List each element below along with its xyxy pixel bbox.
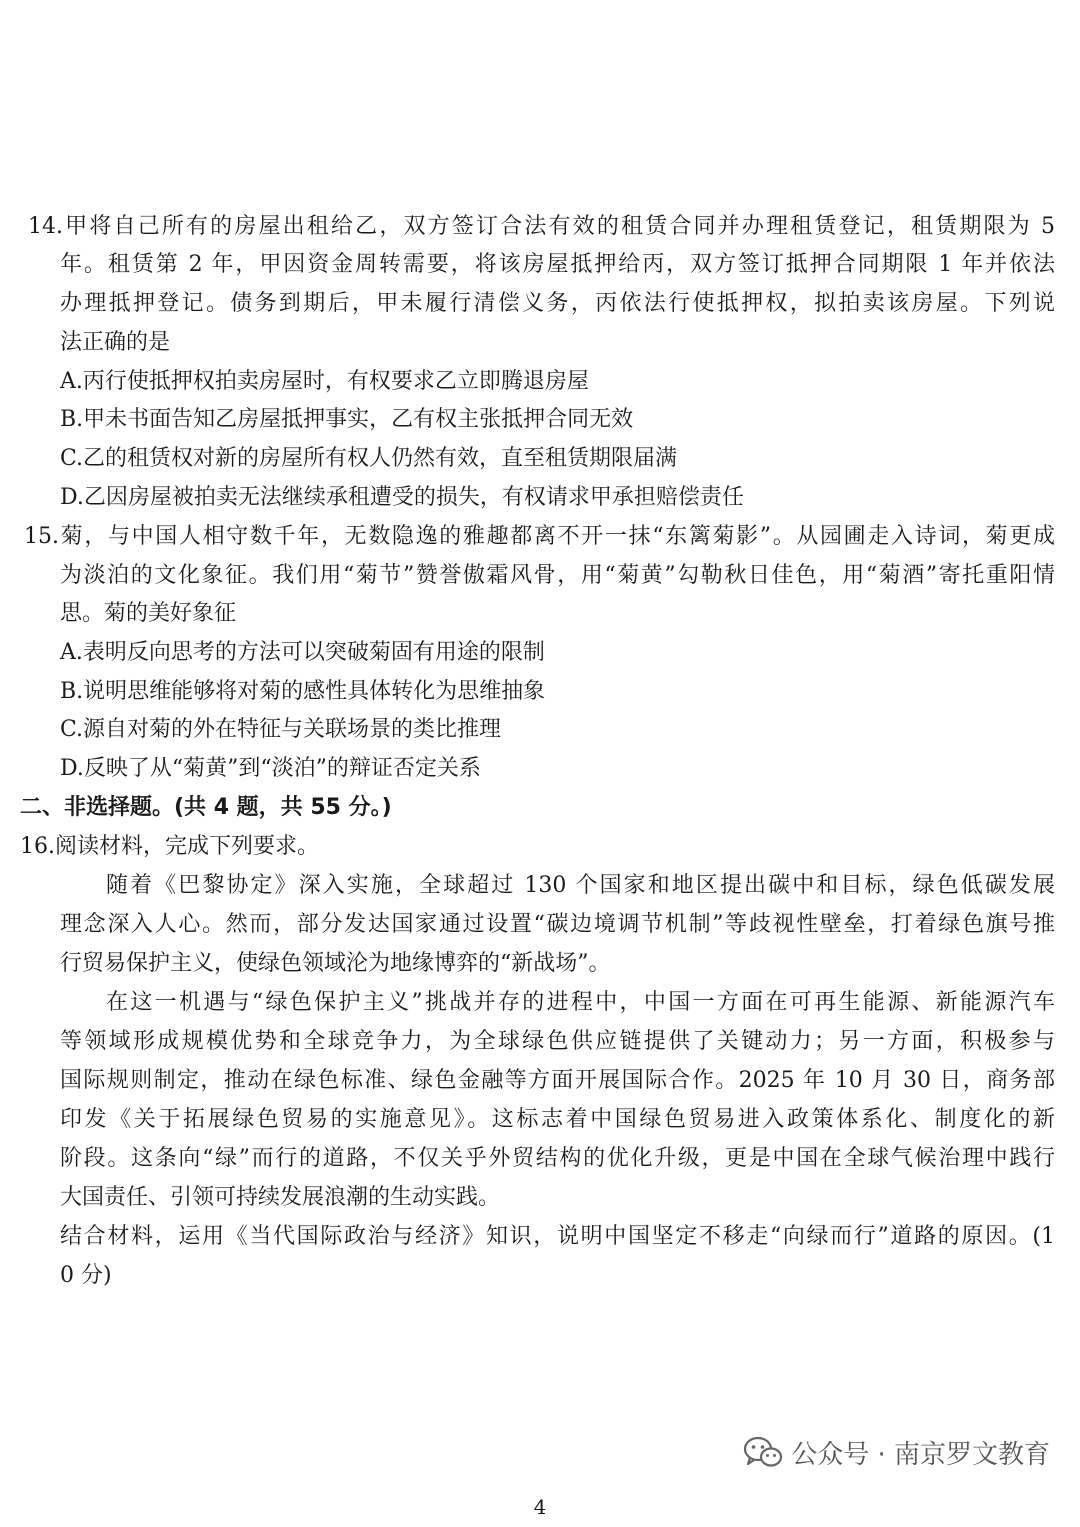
q14-stem-line-4: 法正确的是 [60,330,171,355]
q16-task-line-2: 0 分) [60,1263,112,1288]
wechat-icon [743,1435,783,1469]
q14-stem-line-2: 年。租赁第 2 年，甲因资金周转需要，将该房屋抵押给丙，双方签订抵押合同期限 1 年并依法 [60,252,1055,277]
section-heading-non-choice: 二、非选择题。(共 4 题，共 55 分。) [20,795,392,820]
q14-stem-line-1: 14.甲将自己所有的房屋出租给乙，双方签订合法有效的租赁合同并办理租赁登记，租赁期限为 5 [28,214,1055,239]
q16-title: 16.阅读材料，完成下列要求。 [20,834,319,859]
q16-material-p1-line-3: 行贸易保护主义，使绿色领域沦为地缘博弈的“新战场”。 [60,951,611,976]
q15-stem-line-2: 为淡泊的文化象征。我们用“菊节”赞誉傲霜风骨，用“菊黄”勾勒秋日佳色，用“菊酒”寄托重阳情 [60,563,1055,588]
q14-option-b: B.甲未书面告知乙房屋抵押事实，乙有权主张抵押合同无效 [60,407,634,432]
q16-material-p2-line-6: 大国责任、引领可持续发展浪潮的生动实践。 [60,1185,501,1210]
q14-option-c: C.乙的租赁权对新的房屋所有权人仍然有效，直至租赁期限届满 [60,446,678,471]
q16-material-p2-line-5: 阶段。这条向“绿”而行的道路，不仅关乎外贸结构的优化升级，更是中国在全球气候治理中践行 [60,1146,1055,1171]
page-number: 4 [533,1495,547,1519]
q14-stem-line-3: 办理抵押登记。债务到期后，甲未履行清偿义务，丙依法行使抵押权，拟拍卖该房屋。下列说 [60,291,1055,316]
q16-material-p1-line-2: 理念深入人心。然而，部分发达国家通过设置“碳边境调节机制”等歧视性壁垒，打着绿色旗号推 [60,912,1055,937]
q16-material-p1-line-1: 随着《巴黎协定》深入实施，全球超过 130 个国家和地区提出碳中和目标，绿色低碳发展 [106,873,1055,898]
q16-task-line-1: 结合材料，运用《当代国际政治与经济》知识，说明中国坚定不移走“向绿而行”道路的原因。(1 [60,1224,1055,1249]
q15-option-a: A.表明反向思考的方法可以突破菊固有用途的限制 [60,640,545,665]
q16-material-p2-line-1: 在这一机遇与“绿色保护主义”挑战并存的进程中，中国一方面在可再生能源、新能源汽车 [106,990,1055,1015]
q15-stem-line-3: 思。菊的美好象征 [60,601,237,626]
q16-material-p2-line-3: 国际规则制定，推动在绿色标准、绿色金融等方面开展国际合作。2025 年 10 月 30 日，商务部 [60,1068,1055,1093]
q16-material-p2-line-2: 等领域形成规模优势和全球竞争力，为全球绿色供应链提供了关键动力；另一方面，积极参与 [60,1029,1055,1054]
watermark [743,1430,1050,1474]
q14-option-a: A.丙行使抵押权拍卖房屋时，有权要求乙立即腾退房屋 [60,369,589,394]
q14-option-d: D.乙因房屋被拍卖无法继续承租遭受的损失，有权请求甲承担赔偿责任 [60,485,744,510]
q16-material-p2-line-4: 印发《关于拓展绿色贸易的实施意见》。这标志着中国绿色贸易进入政策体系化、制度化的新 [60,1107,1055,1132]
watermark-text: 公众号 · 南京罗文教育 [791,1439,1050,1470]
q15-option-d: D.反映了从“菊黄”到“淡泊”的辩证否定关系 [60,756,481,781]
q15-option-c: C.源自对菊的外在特征与关联场景的类比推理 [60,717,502,742]
q15-option-b: B.说明思维能够将对菊的感性具体转化为思维抽象 [60,679,546,704]
q15-stem-line-1: 15.菊，与中国人相守数千年，无数隐逸的雅趣都离不开一抹“东篱菊影”。从园圃走入诗词，菊更成 [24,524,1055,549]
